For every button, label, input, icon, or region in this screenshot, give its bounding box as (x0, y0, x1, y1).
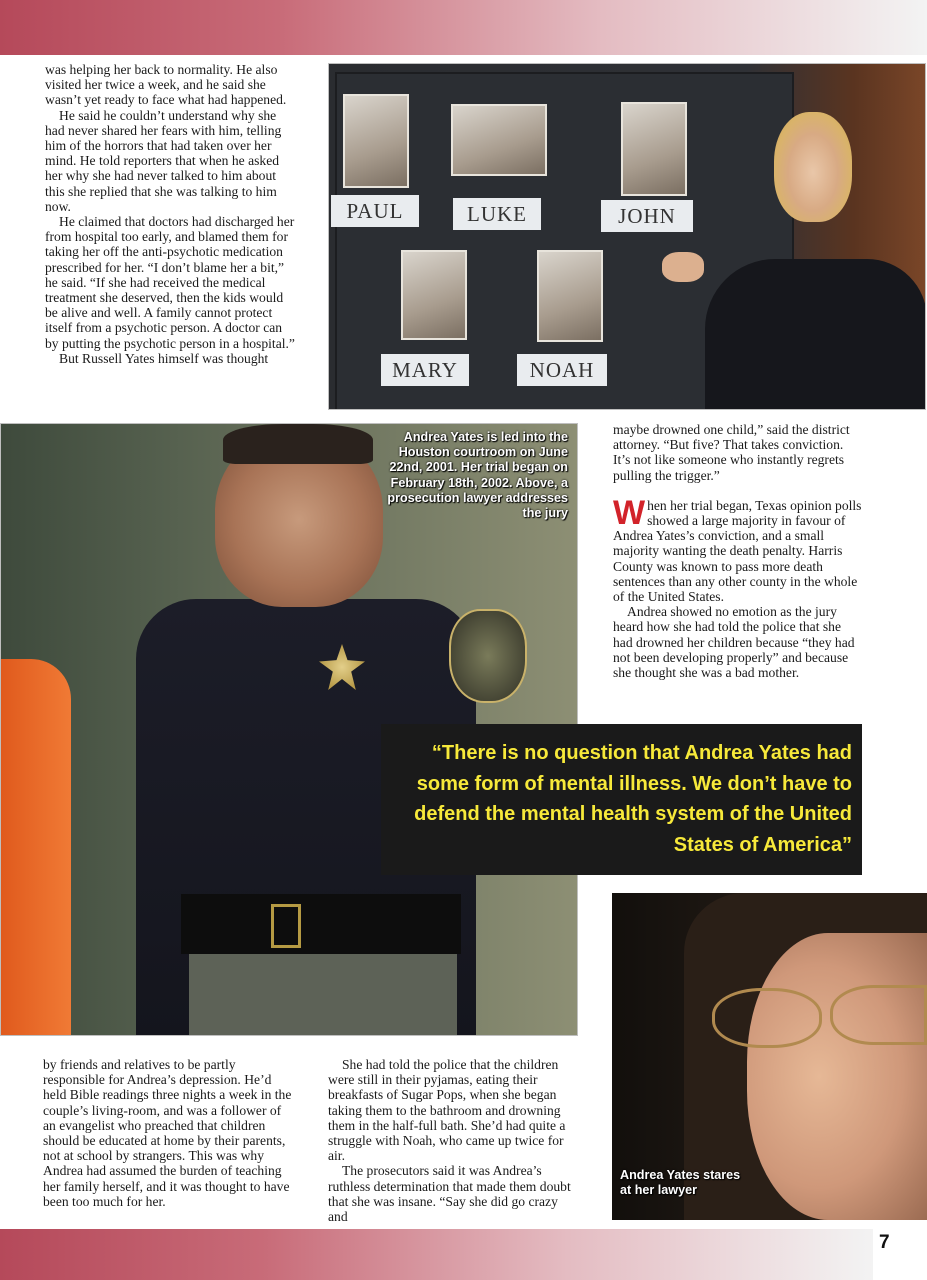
article-column-top-left (45, 62, 297, 366)
officer-belt (181, 894, 461, 954)
child-photo-luke (451, 104, 547, 176)
paragraph: The prosecutors said it was Andrea’s ruthless determination that made them doubt that she was insane. “Say she did go crazy and (328, 1163, 571, 1225)
child-photo-mary (401, 250, 467, 340)
drop-cap: W (613, 493, 646, 532)
glasses-lens-right (830, 985, 927, 1045)
top-color-band (0, 0, 927, 55)
pull-quote: “There is no question that Andrea Yates had some form of mental illness. We don’t have to defend the mental health system of the United States of America” (381, 724, 862, 875)
article-column-bottom-middle (328, 1057, 578, 1224)
paragraph: by friends and relatives to be partly responsible for Andrea’s depression. He’d held Bible readings three nights a week in the couple’s living-room, and was a follower of an evangelist who preached that children should be educated at home by their parents, not at school by strangers. This was why Andrea had assumed the burden of teaching her family herself, and it was thought to have been too much for her. (43, 1057, 292, 1209)
bottom-color-band (0, 1229, 873, 1280)
paragraph-text: hen her trial began, Texas opinion polls showed a large majority in favour of Andrea Yates’s conviction, and a small majority wanting the death penalty. Harris County was known to pass more death sentences than any other county in the whole of the United States. (613, 497, 862, 605)
officer-hair (223, 424, 373, 464)
lawyer-head (774, 112, 852, 222)
child-photo-paul (343, 94, 409, 188)
person-orange-shirt (1, 659, 71, 1036)
officer-pants (189, 954, 457, 1036)
page-number: 7 (879, 1232, 890, 1253)
paragraph: was helping her back to normality. He also visited her twice a week, and he said she wasn’t yet ready to face what had happened. (45, 62, 287, 108)
photo-caption-officer: Andrea Yates is led into the Houston courtroom on June 22nd, 2001. Her trial began on February 18th, 2002. Above, a prosecution lawyer addresses the jury (387, 430, 568, 521)
article-column-right (613, 422, 863, 680)
paragraph: He claimed that doctors had discharged her from hospital too early, and blamed them for taking her off the anti-psychotic medication prescribed for her. “I don’t blame her a bit,” he said. “If she had received the medical treatment she deserved, then the kids would be alive and well. A family cannot protect itself from a psychotic person. A doctor can by putting the psychotic person in a hospital.” (45, 214, 295, 351)
child-photo-noah (537, 250, 603, 342)
label-mary: MARY (381, 354, 469, 386)
paragraph: Andrea showed no emotion as the jury heard how she had told the police that she had drowned her children because “they had not been developing properly” and because she thought she was a bad mother. (613, 604, 855, 681)
paragraph: maybe drowned one child,” said the district attorney. “But five? That takes conviction. It’s not like someone who instantly regrets pulling the trigger.” (613, 422, 850, 483)
shoulder-patch-icon (449, 609, 527, 703)
lawyer-figure (705, 259, 926, 409)
belt-buckle (271, 904, 301, 948)
label-paul: PAUL (331, 195, 419, 227)
label-luke: LUKE (453, 198, 541, 230)
photo-courtroom-board (328, 63, 926, 410)
article-column-bottom-left (43, 1057, 295, 1209)
lawyer-hand (662, 252, 704, 282)
paragraph: But Russell Yates himself was thought (59, 350, 269, 366)
child-photo-john (621, 102, 687, 196)
andrea-face (747, 933, 927, 1220)
label-john: JOHN (601, 200, 693, 232)
paragraph: She had told the police that the children were still in their pyjamas, eating their breakfasts of Sugar Pops, when she began taking them to the bathroom and drowning them in the half-full bath. She’d had quite a struggle with Noah, who came up twice for air. (328, 1057, 566, 1164)
label-noah: NOAH (517, 354, 607, 386)
paragraph: He said he couldn’t understand why she had never shared her fears with him, telling him of the horrors that had taken over her mind. He told reporters that when he asked her why she had never talked to him about this she replied that she was talking to him now. (45, 107, 282, 214)
photo-caption-andrea: Andrea Yates stares at her lawyer (620, 1168, 741, 1198)
glasses-icon (712, 988, 822, 1048)
paragraph-dropcap (613, 493, 863, 605)
